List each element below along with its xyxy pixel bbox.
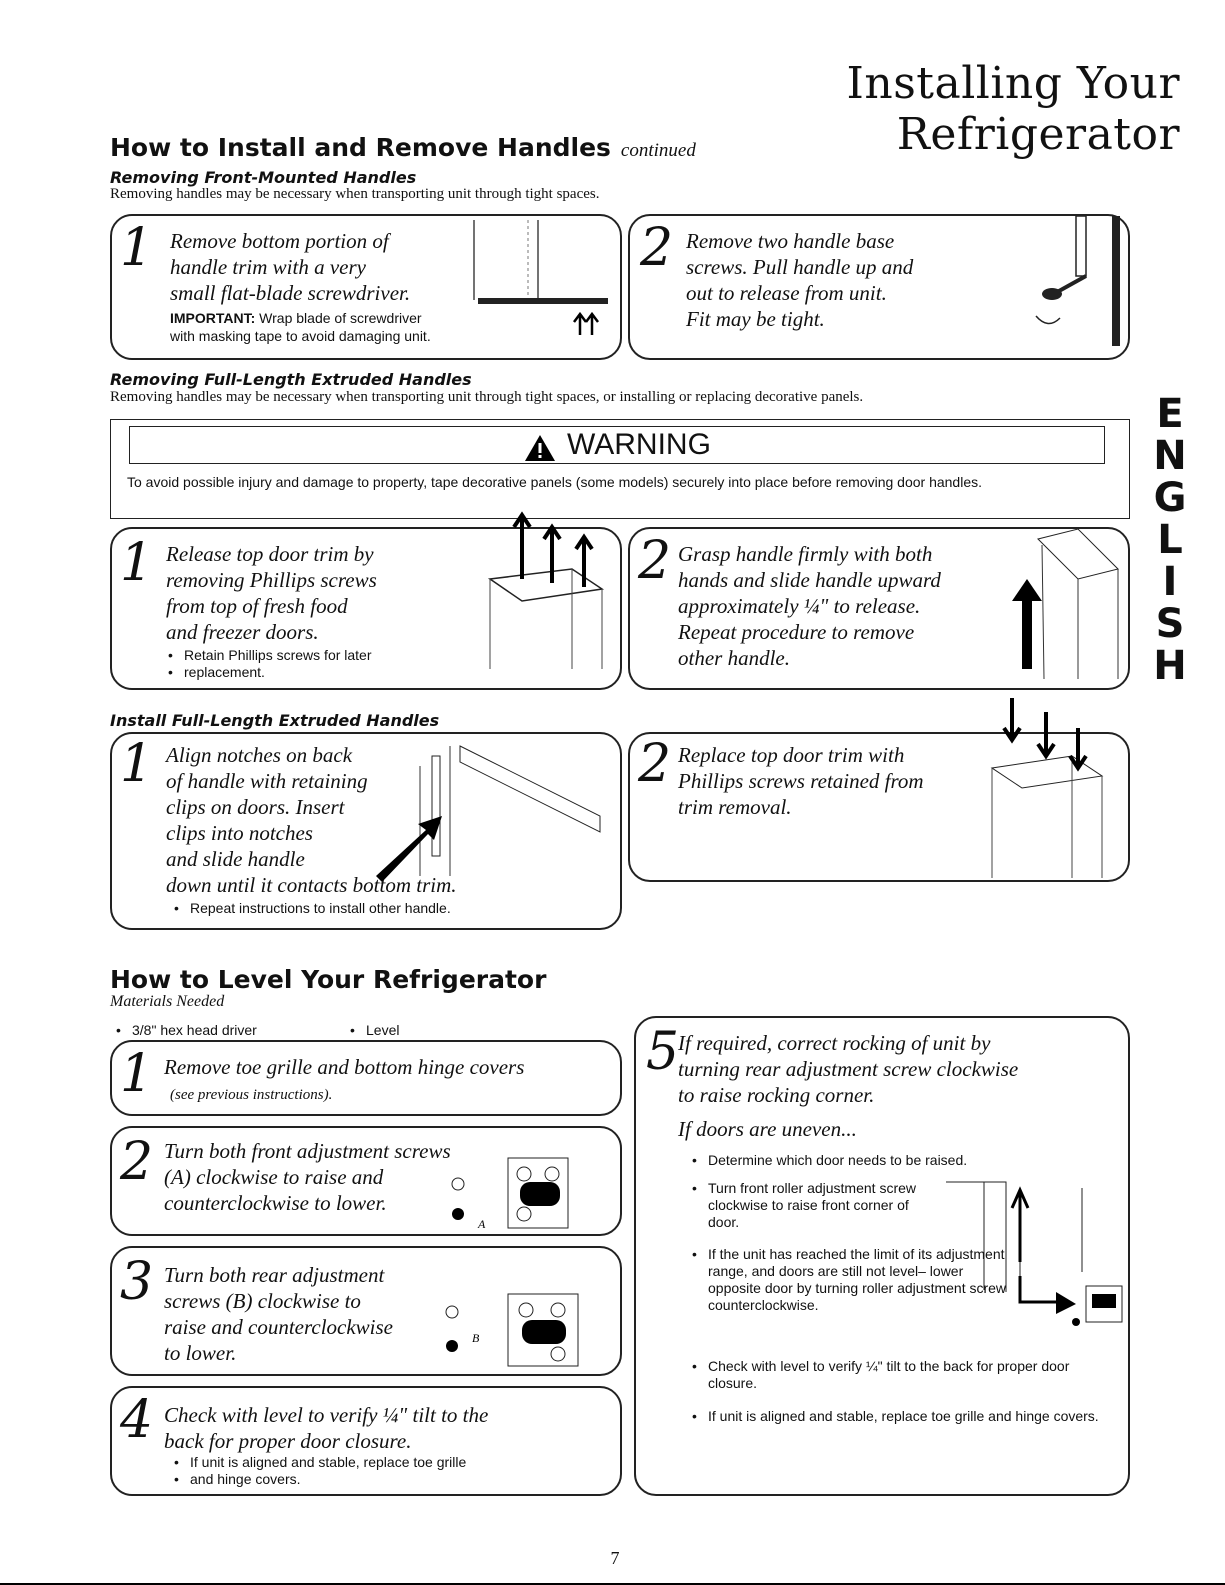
uneven-bullet: • Determine which door needs to be raised.	[708, 1152, 1088, 1169]
subheading-install: Install Full-Length Extruded Handles	[110, 711, 440, 730]
step-card-level-1	[110, 1040, 622, 1116]
warning-title: WARNING	[567, 428, 711, 461]
important-label: IMPORTANT:	[170, 310, 256, 326]
step-line: Release top door trim by	[166, 542, 374, 566]
step-number: 2	[638, 531, 672, 591]
step-line: back for proper door closure.	[164, 1429, 412, 1453]
uneven-bullet: • Check with level to verify ¼" tilt to the back for proper door closure.	[708, 1358, 1118, 1392]
screw-label-a: A	[478, 1217, 486, 1231]
door-raise-illustration	[936, 1172, 1126, 1342]
language-tab-letter: S	[1155, 601, 1185, 647]
step-line: Phillips screws retained from	[678, 769, 924, 793]
step-number: 4	[120, 1390, 154, 1450]
step-line: of handle with retaining	[166, 769, 368, 793]
step-number: 5	[646, 1022, 680, 1082]
step-line: turning rear adjustment screw clockwise	[678, 1057, 1019, 1081]
material-item: • 3/8" hex head driver	[132, 1022, 257, 1039]
step-subline: (see previous instructions).	[170, 1087, 333, 1103]
language-tab-letter: E	[1156, 391, 1184, 437]
step-line: from top of fresh food	[166, 594, 348, 618]
step-line: Check with level to verify ¼" tilt to the	[164, 1403, 489, 1427]
step-line: trim removal.	[678, 795, 792, 819]
step-card-front-1	[110, 214, 622, 360]
step-line: out to release from unit.	[686, 281, 887, 305]
align-notches-illustration	[370, 736, 620, 886]
step-line: small flat-blade screwdriver.	[170, 281, 411, 305]
rear-screws-illustration	[418, 1254, 618, 1372]
step-number: 1	[120, 533, 154, 593]
step-line: screws. Pull handle up and	[686, 255, 914, 279]
important-text: Wrap blade of screwdriver	[255, 310, 422, 326]
step-line: clips into notches	[166, 821, 313, 845]
section-heading-handles	[110, 133, 696, 162]
warning-text: To avoid possible injury and damage to property, tape decorative panels (some models) securely into place before removing door handles.	[127, 474, 982, 490]
step-line: (A) clockwise to raise and	[164, 1165, 384, 1189]
replace-trim-illustration	[982, 698, 1132, 882]
step-card-level-5	[634, 1016, 1130, 1496]
step-line: Turn both rear adjustment	[164, 1263, 385, 1287]
intro-front-mounted: Removing handles may be necessary when transporting unit through tight spaces.	[110, 186, 600, 202]
step-line: Fit may be tight.	[686, 307, 825, 331]
step-line: raise and counterclockwise	[164, 1315, 394, 1339]
materials-label: Materials Needed	[110, 993, 225, 1010]
page-number: 7	[610, 1548, 620, 1568]
page-title: Installing Your Refrigerator	[846, 58, 1180, 160]
step-line: Align notches on back	[166, 743, 353, 767]
subheading-full-length: Removing Full-Length Extruded Handles	[110, 370, 472, 389]
step-number: 1	[120, 1044, 154, 1104]
continued-label: continued	[620, 140, 696, 161]
slide-handle-up-illustration	[1008, 529, 1128, 689]
section-heading-level: How to Level Your Refrigerator	[110, 965, 547, 994]
step-number: 1	[120, 218, 154, 278]
step-number: 3	[120, 1252, 154, 1312]
step-card-front-2	[628, 214, 1130, 360]
step-line: Remove two handle base	[686, 229, 895, 253]
step-line: Turn both front adjustment screws	[164, 1139, 451, 1163]
top-trim-illustration	[482, 509, 612, 689]
handle-trim-illustration	[468, 220, 618, 350]
step-bullet-cont: • and hinge covers.	[190, 1471, 301, 1488]
important-note-cont: with masking tape to avoid damaging unit.	[170, 328, 431, 344]
step-card-full-1	[110, 527, 622, 690]
step-number: 2	[640, 218, 674, 278]
step-bullet-cont: • replacement.	[184, 664, 265, 681]
step-line: removing Phillips screws	[166, 568, 377, 592]
material-item: • Level	[366, 1022, 399, 1039]
step-line: counterclockwise to lower.	[164, 1191, 387, 1215]
step-line: hands and slide handle upward	[678, 568, 941, 592]
language-tab-letter: H	[1153, 643, 1187, 689]
important-note	[170, 310, 422, 327]
step-line: Repeat procedure to remove	[678, 620, 915, 644]
step-line: and slide handle	[166, 847, 305, 871]
uneven-bullet: • If unit is aligned and stable, replace toe grille and hinge covers.	[708, 1408, 1108, 1425]
uneven-bullet: • Turn front roller adjustment screw clockwise to raise front corner of door.	[708, 1180, 938, 1231]
step-line: to raise rocking corner.	[678, 1083, 875, 1107]
uneven-label: If doors are uneven...	[678, 1117, 857, 1141]
step-line: and freezer doors.	[166, 620, 319, 644]
handle-screws-illustration	[1000, 216, 1130, 356]
language-tab-letter: L	[1157, 517, 1183, 563]
step-line: Remove bottom portion of	[170, 229, 389, 253]
language-tab-letter: I	[1162, 559, 1178, 605]
front-screws-illustration	[408, 1130, 618, 1234]
step-bullet: • Repeat instructions to install other handle.	[190, 900, 451, 917]
step-line: down until it contacts bottom trim.	[166, 873, 457, 897]
language-tab-letter: G	[1153, 475, 1187, 521]
step-card-level-4	[110, 1386, 622, 1496]
step-line: handle trim with a very	[170, 255, 366, 279]
step-number: 2	[638, 734, 672, 794]
step-number: 2	[120, 1132, 154, 1192]
warning-header	[129, 426, 1105, 464]
uneven-bullet: • If the unit has reached the limit of its adjustment range, and doors are still not level– lower opposite door by turning roller adjustment screw counterclockwise.	[708, 1246, 1008, 1314]
step-line: approximately ¼" to release.	[678, 594, 921, 618]
step-line: Replace top door trim with	[678, 743, 905, 767]
warning-icon	[523, 433, 557, 468]
step-line: Grasp handle firmly with both	[678, 542, 933, 566]
step-bullet: • If unit is aligned and stable, replace toe grille	[190, 1454, 466, 1471]
step-line: clips on doors. Insert	[166, 795, 345, 819]
step-card-install-1	[110, 732, 622, 930]
warning-box	[110, 419, 1130, 519]
step-line: other handle.	[678, 646, 790, 670]
step-bullet: • Retain Phillips screws for later	[184, 647, 372, 664]
section-heading-text: How to Install and Remove Handles	[110, 133, 611, 162]
language-tab-letter: N	[1153, 433, 1187, 479]
step-line: If required, correct rocking of unit by	[678, 1031, 991, 1055]
step-card-level-3	[110, 1246, 622, 1376]
step-line: Remove toe grille and bottom hinge covers	[164, 1055, 525, 1079]
subheading-front-mounted: Removing Front-Mounted Handles	[110, 168, 417, 187]
step-line: to lower.	[164, 1341, 237, 1365]
step-line: screws (B) clockwise to	[164, 1289, 361, 1313]
step-card-full-2	[628, 527, 1130, 690]
screw-label-b: B	[472, 1331, 480, 1345]
step-card-install-2	[628, 732, 1130, 882]
intro-full-length: Removing handles may be necessary when transporting unit through tight spaces, or installing or replacing decorative panels.	[110, 389, 864, 405]
language-tab	[1140, 393, 1200, 687]
step-card-level-2	[110, 1126, 622, 1236]
step-number: 1	[120, 734, 154, 794]
